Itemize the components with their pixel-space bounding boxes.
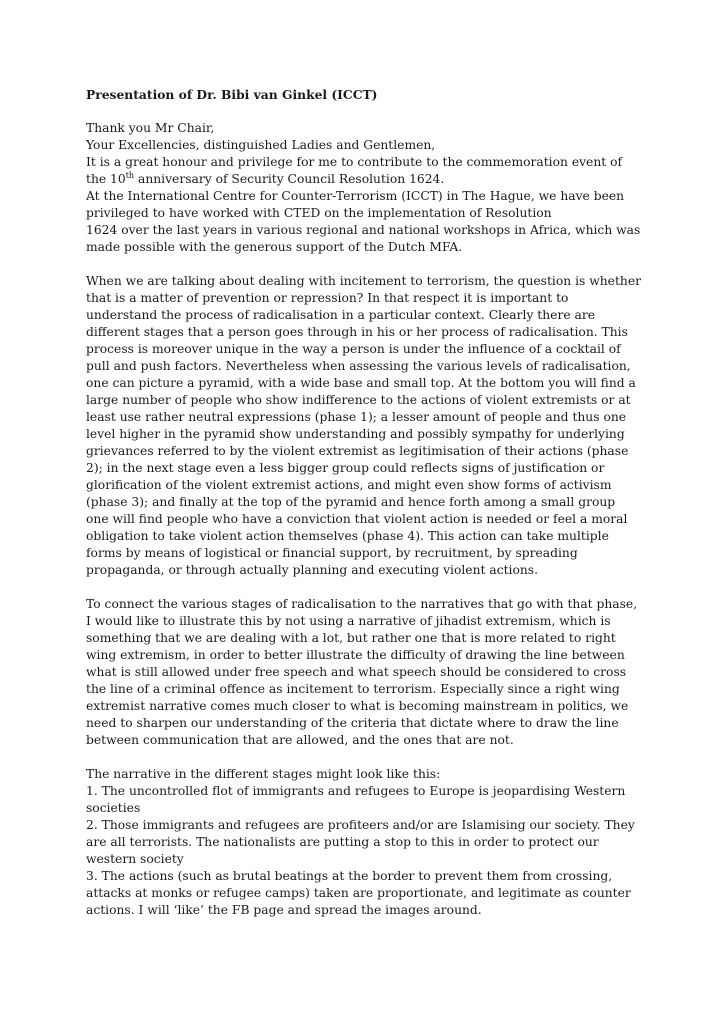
text-line: forms by means of logistical or financial support, by recruitment, by spreading bbox=[86, 546, 578, 560]
text-line: propaganda, or through actually planning and executing violent actions. bbox=[86, 563, 538, 577]
text-fragment: the 10 bbox=[86, 172, 126, 186]
text-line: one will find people who have a conviction that violent action is needed or feel a moral bbox=[86, 512, 628, 526]
text-line: one can picture a pyramid, with a wide base and small top. At the bottom you will find a bbox=[86, 376, 636, 390]
text-line: the line of a criminal offence as incitement to terrorism. Especially since a right wing bbox=[86, 682, 620, 696]
text-line: what is still allowed under free speech and what speech should be considered to cross bbox=[86, 665, 627, 679]
list-item-line: 1. The uncontrolled flot of immigrants and refugees to Europe is jeopardising Western bbox=[86, 784, 626, 798]
salutation-line: Your Excellencies, distinguished Ladies and Gentlemen, bbox=[86, 138, 436, 152]
list-item-line: are all terrorists. The nationalists are putting a stop to this in order to protect our bbox=[86, 835, 599, 849]
list-item-line: western society bbox=[86, 852, 184, 866]
text-line: that is a matter of prevention or repression? In that respect it is important to bbox=[86, 291, 569, 305]
text-line: wing extremism, in order to better illustrate the difficulty of drawing the line between bbox=[86, 648, 625, 662]
text-line: different stages that a person goes through in his or her process of radicalisation. This bbox=[86, 325, 628, 339]
text-line: At the International Centre for Counter-Terrorism (ICCT) in The Hague, we have been bbox=[86, 189, 625, 203]
text-line: made possible with the generous support of the Dutch MFA. bbox=[86, 240, 463, 254]
text-line: something that we are dealing with a lot, but rather one that is more related to right bbox=[86, 631, 616, 645]
document-body bbox=[86, 86, 641, 936]
text-line: understand the process of radicalisation in a particular context. Clearly there are bbox=[86, 308, 595, 322]
radicalisation-paragraph bbox=[86, 273, 641, 579]
list-item-line: societies bbox=[86, 801, 141, 815]
text-line: need to sharpen our understanding of the criteria that dictate where to draw the line bbox=[86, 716, 619, 730]
text-line: To connect the various stages of radicalisation to the narratives that go with that phase, bbox=[86, 597, 638, 611]
list-item-line: attacks at monks or refugee camps) taken are proportionate, and legitimate as counter bbox=[86, 886, 631, 900]
text-line: between communication that are allowed, and the ones that are not. bbox=[86, 733, 514, 747]
list-intro-line: The narrative in the different stages might look like this: bbox=[86, 767, 441, 781]
text-fragment: anniversary of Security Council Resolution 1624. bbox=[134, 172, 445, 186]
document-title: Presentation of Dr. Bibi van Ginkel (ICCT) bbox=[86, 87, 378, 102]
list-item-line: actions. I will ‘like’ the FB page and spread the images around. bbox=[86, 903, 482, 917]
superscript-ordinal: th bbox=[125, 170, 135, 180]
narrative-paragraph bbox=[86, 596, 638, 749]
text-line: privileged to have worked with CTED on the implementation of Resolution bbox=[86, 206, 552, 220]
text-line: grievances referred to by the violent extremist as legitimisation of their actions (phase bbox=[86, 444, 629, 458]
list-item-line: 2. Those immigrants and refugees are profiteers and/or are Islamising our society. They bbox=[86, 818, 635, 832]
text-line-anniversary bbox=[86, 171, 638, 188]
text-line: I would like to illustrate this by not using a narrative of jihadist extremism, which is bbox=[86, 614, 611, 628]
text-line: level higher in the pyramid show understanding and possibly sympathy for underlying bbox=[86, 427, 625, 441]
text-line: large number of people who show indifference to the actions of violent extremists or at bbox=[86, 393, 631, 407]
text-line: obligation to take violent action themselves (phase 4). This action can take multiple bbox=[86, 529, 609, 543]
intro-paragraph bbox=[86, 120, 641, 256]
text-line: glorification of the violent extremist actions, and might even show forms of activism bbox=[86, 478, 612, 492]
text-line: (phase 3); and finally at the top of the pyramid and hence forth among a small group bbox=[86, 495, 616, 509]
text-line: process is moreover unique in the way a person is under the influence of a cocktail of bbox=[86, 342, 621, 356]
text-line: It is a great honour and privilege for me to contribute to the commemoration event of bbox=[86, 155, 623, 169]
stages-list-paragraph bbox=[86, 766, 638, 919]
text-line: pull and push factors. Nevertheless when assessing the various levels of radicalisation, bbox=[86, 359, 631, 373]
text-line: least use rather neutral expressions (phase 1); a lesser amount of people and thus one bbox=[86, 410, 627, 424]
text-line: extremist narrative comes much closer to what is becoming mainstream in politics, we bbox=[86, 699, 629, 713]
text-line: 2); in the next stage even a less bigger group could reflects signs of justification or bbox=[86, 461, 605, 475]
greeting-line: Thank you Mr Chair, bbox=[86, 121, 215, 135]
text-line: 1624 over the last years in various regional and national workshops in Africa, which was bbox=[86, 223, 641, 237]
text-line: When we are talking about dealing with incitement to terrorism, the question is whether bbox=[86, 274, 641, 288]
list-item-line: 3. The actions (such as brutal beatings at the border to prevent them from crossing, bbox=[86, 869, 613, 883]
